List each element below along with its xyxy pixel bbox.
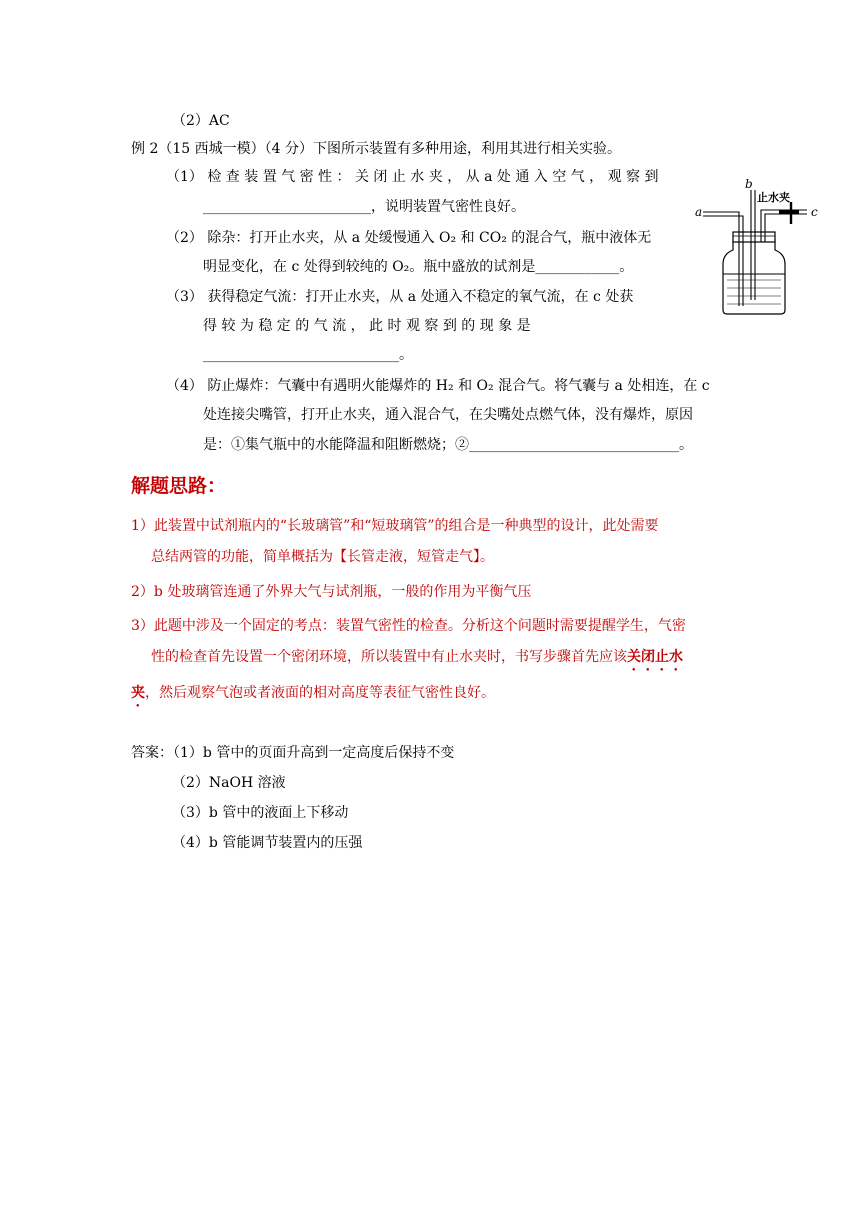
question-3-line-2: 得 较 为 稳 定 的 气 流 ， 此 时 观 察 到 的 现 象 是 <box>203 318 531 334</box>
gas-bottle-figure <box>695 178 825 318</box>
answer-2: （2）NaOH 溶液 <box>172 775 286 791</box>
question-4-line-3: 是：①集气瓶中的水能降温和阻断燃烧；②______________________________。 <box>203 437 693 453</box>
solution-point-3-text: 性的检查首先设置一个密闭环境，所以装置中有止水夹时，书写步骤首先应该 <box>151 649 627 665</box>
solution-point-3-line-1: 3）此题中涉及一个固定的考点：装置气密性的检查。分析这个问题时需要提醒学生，气密 <box>131 618 686 634</box>
question-2-line-2: 明显变化，在 c 处得到较纯的 O₂。瓶中盛放的试剂是____________。 <box>203 259 634 275</box>
answer-4: （4）b 管能调节装置内的压强 <box>172 835 363 851</box>
question-1-line-1: （1） 检 查 装 置 气 密 性 ： 关 闭 止 水 夹 ， 从 a 处 通 入 空 气 ， 观 察 到 <box>166 169 659 185</box>
question-3-line-1: （3） 获得稳定气流：打开止水夹，从 a 处通入不稳定的氧气流，在 c 处获 <box>166 289 634 305</box>
solution-heading: 解题思路： <box>131 475 227 497</box>
solution-point-3-line-2 <box>151 647 683 674</box>
question-4-line-2: 处连接尖嘴管，打开止水夹，通入混合气，在尖嘴处点燃气体，没有爆炸，原因 <box>203 407 693 423</box>
emphasis-close-clamp: 关闭止水 <box>627 649 683 665</box>
question-3-line-3: ____________________________。 <box>203 347 413 363</box>
answer-3: （3）b 管中的液面上下移动 <box>172 805 349 821</box>
label-clamp: 止水夹 <box>757 191 790 204</box>
solution-point-3-tail: ，然后观察气泡或者液面的相对高度等表征气密性良好。 <box>145 685 495 701</box>
emphasis-clamp-end: 夹 <box>131 685 145 701</box>
solution-point-3-line-3 <box>131 683 495 710</box>
label-a: a <box>695 205 703 219</box>
example-intro: 例 2（15 西城一模）（4 分）下图所示装置有多种用途，利用其进行相关实验。 <box>131 141 621 157</box>
solution-point-2: 2）b 处玻璃管连通了外界大气与试剂瓶，一般的作用为平衡气压 <box>131 584 532 600</box>
label-c: c <box>811 205 818 219</box>
question-1-line-2: ________________________，说明装置气密性良好。 <box>203 199 525 215</box>
solution-point-1-line-1: 1）此装置中试剂瓶内的“长玻璃管”和“短玻璃管”的组合是一种典型的设计，此处需要 <box>131 518 659 534</box>
question-2-line-1: （2） 除杂：打开止水夹，从 a 处缓慢通入 O₂ 和 CO₂ 的混合气，瓶中液体无 <box>166 230 652 246</box>
label-b: b <box>745 178 753 191</box>
solution-point-1-line-2: 总结两管的功能，简单概括为【长管走液，短管走气】。 <box>151 549 494 565</box>
previous-answer: （2）AC <box>172 113 230 129</box>
question-4-line-1: （4） 防止爆炸：气囊中有遇明火能爆炸的 H₂ 和 O₂ 混合气。将气囊与 a 处相连，在 c <box>166 378 710 394</box>
answer-1: 答案：（1）b 管中的页面升高到一定高度后保持不变 <box>131 745 455 761</box>
